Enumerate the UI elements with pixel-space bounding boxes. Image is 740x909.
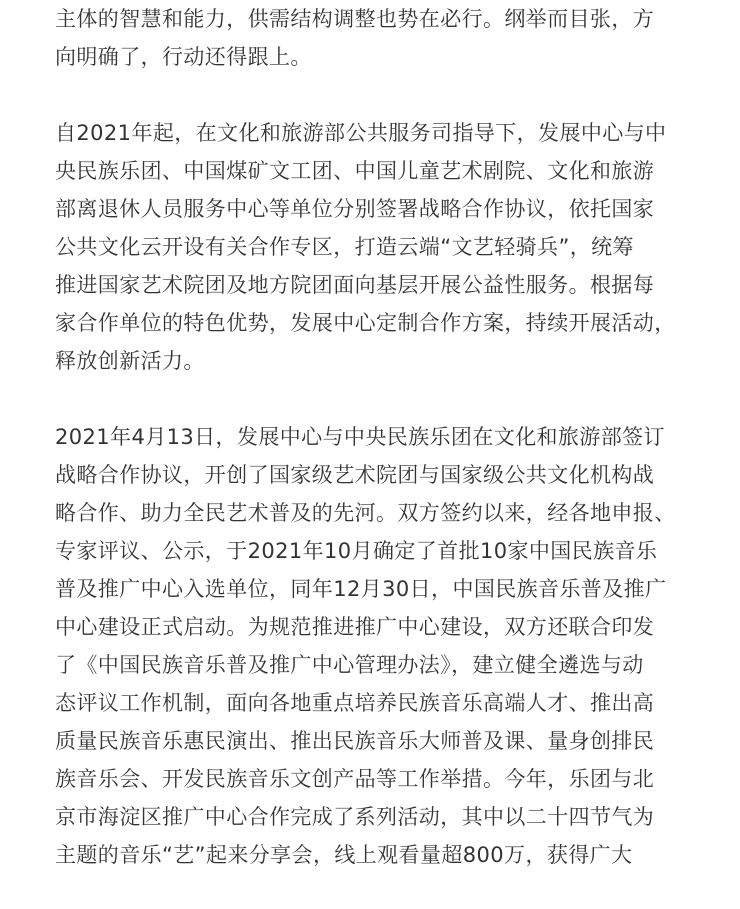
text-line: 自2021年起，在文化和旅游部公共服务司指导下，发展中心与中 [55,121,667,145]
text-line: 态评议工作机制，面向各地重点培养民族音乐高端人才、推出高 [55,691,655,715]
text-line: 公共文化云开设有关合作专区，打造云端“文艺轻骑兵”，统筹 [55,235,634,259]
paragraph-1 [55,0,695,76]
paragraph-spacer [55,380,695,418]
text-line: 2021年4月13日，发展中心与中央民族乐团在文化和旅游部签订 [55,425,665,449]
paragraph-2 [55,114,695,380]
text-line: 部离退休人员服务中心等单位分别签署战略合作协议，依托国家 [55,197,655,221]
text-line: 质量民族音乐惠民演出、推出民族音乐大师普及课、量身创排民 [55,729,655,753]
text-line: 主体的智慧和能力，供需结构调整也势在必行。纲举而目张，方 [55,7,655,31]
text-line: 中心建设正式启动。为规范推进推广中心建设，双方还联合印发 [55,615,655,639]
text-line: 央民族乐团、中国煤矿文工团、中国儿童艺术剧院、文化和旅游 [55,159,655,183]
text-line: 推进国家艺术院团及地方院团面向基层开展公益性服务。根据每 [55,273,655,297]
text-line: 主题的音乐“艺”起来分享会，线上观看量超800万，获得广大 [55,843,633,867]
text-line: 了《中国民族音乐普及推广中心管理办法》，建立健全遴选与动 [55,653,644,677]
paragraph-spacer [55,76,695,114]
text-line: 普及推广中心入选单位，同年12月30日，中国民族音乐普及推广 [55,577,667,601]
text-line: 族音乐会、开发民族音乐文创产品等工作举措。今年，乐团与北 [55,767,655,791]
text-line: 战略合作协议，开创了国家级艺术院团与国家级公共文化机构战 [55,463,655,487]
text-line: 家合作单位的特色优势，发展中心定制合作方案，持续开展活动， [55,311,676,335]
text-line: 专家评议、公示，于2021年10月确定了首批10家中国民族音乐 [55,539,658,563]
text-line: 释放创新活力。 [55,349,205,373]
text-line: 向明确了，行动还得跟上。 [55,45,312,69]
text-line: 略合作、助力全民艺术普及的先河。双方签约以来，经各地申报、 [55,501,676,525]
article-body [55,0,695,874]
text-line: 京市海淀区推广中心合作完成了系列活动，其中以二十四节气为 [55,805,655,829]
paragraph-3 [55,418,695,874]
